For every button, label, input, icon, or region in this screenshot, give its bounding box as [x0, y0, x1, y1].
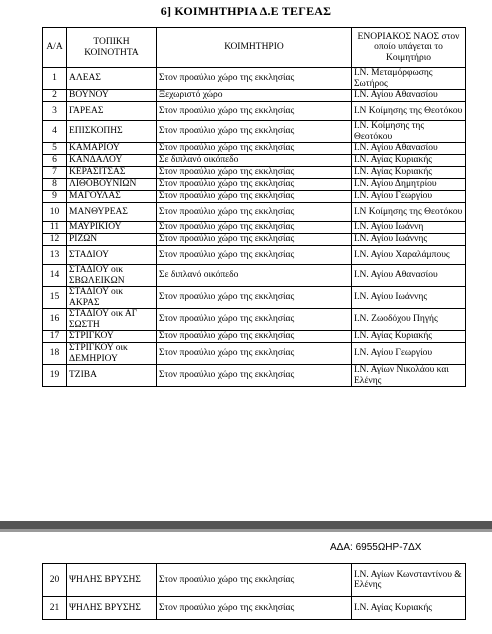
- cemeteries-table-continued: [42, 563, 466, 620]
- row-cemetery: Στον προαύλιο χώρο της εκκλησίας: [157, 246, 352, 265]
- row-church: Ι.Ν. Αγίου Χαραλάμπους: [352, 246, 466, 265]
- header-church: ΕΝΟΡΙΑΚΟΣ ΝΑΟΣ στον οποίο υπάγεται το Κοιμητήριο: [352, 28, 466, 68]
- table-row: [43, 143, 466, 155]
- row-cemetery: Στον προαύλιο χώρο της εκκλησίας: [157, 343, 352, 365]
- row-community: ΨΗΛΗΣ ΒΡΥΣΗΣ: [67, 597, 157, 620]
- row-church: Ι.Ν Κοίμησης της Θεοτόκου: [352, 203, 466, 222]
- row-church: Ι.Ν. Κοίμησης της Θεοτόκου: [352, 121, 466, 143]
- row-church: Ι.Ν. Αγίου Ιωάννη: [352, 222, 466, 234]
- row-church: Ι.Ν. Αγίου Ιωάννης: [352, 287, 466, 309]
- table-row: [43, 365, 466, 387]
- row-community: ΣΤΑΔΙΟΥ: [67, 246, 157, 265]
- table-row: [43, 90, 466, 102]
- row-cemetery: Στον προαύλιο χώρο της εκκλησίας: [157, 191, 352, 203]
- row-community: ΨΗΛΗΣ ΒΡΥΣΗΣ: [67, 564, 157, 597]
- row-community: ΜΑΥΡΙΚΙΟΥ: [67, 222, 157, 234]
- row-community: ΚΑΜΑΡΙΟΥ: [67, 143, 157, 155]
- row-cemetery: Ξεχωριστό χώρο: [157, 90, 352, 102]
- row-community: ΕΠΙΣΚΟΠΗΣ: [67, 121, 157, 143]
- row-cemetery: Στον προαύλιο χώρο της εκκλησίας: [157, 203, 352, 222]
- row-number: 18: [43, 343, 67, 365]
- row-church: Ι.Ν. Αγίου Αθανασίου: [352, 143, 466, 155]
- row-community: ΣΤΡΙΓΚΟΥ οικ ΔΕΜΗΡΙΟΥ: [67, 343, 157, 365]
- row-community: ΒΟΥΝΟΥ: [67, 90, 157, 102]
- table-body: [43, 68, 466, 387]
- row-church: Ι.Ν. Αγίου Γεωργίου: [352, 191, 466, 203]
- table-header-row: [43, 28, 466, 68]
- row-cemetery: Στον προαύλιο χώρο της εκκλησίας: [157, 121, 352, 143]
- table-row: [43, 102, 466, 121]
- table-row: [43, 309, 466, 331]
- row-church: Ι.Ν. Αγίου Ιωάννης: [352, 234, 466, 246]
- row-community: ΣΤΡΙΓΚΟΥ: [67, 331, 157, 343]
- row-community: ΣΤΑΔΙΟΥ οικ ΣΒΩΛΕΙΚΩΝ: [67, 265, 157, 287]
- row-cemetery: Στον προαύλιο χώρο της εκκλησίας: [157, 309, 352, 331]
- table-row: [43, 68, 466, 90]
- table-row: [43, 155, 466, 167]
- row-community: ΜΑΓΟΥΛΑΣ: [67, 191, 157, 203]
- row-church: Ι.Ν. Αγίας Κυριακής: [352, 167, 466, 179]
- row-church: Ι.Ν. Αγίας Κυριακής: [352, 155, 466, 167]
- row-number: 3: [43, 102, 67, 121]
- row-number: 17: [43, 331, 67, 343]
- row-cemetery: Σε διπλανό οικόπεδο: [157, 155, 352, 167]
- row-cemetery: Στον προαύλιο χώρο της εκκλησίας: [157, 143, 352, 155]
- row-cemetery: Στον προαύλιο χώρο της εκκλησίας: [157, 102, 352, 121]
- table-row: [43, 203, 466, 222]
- row-number: 9: [43, 191, 67, 203]
- row-number: 15: [43, 287, 67, 309]
- row-community: ΤΖΙΒΑ: [67, 365, 157, 387]
- row-community: ΚΑΝΔΑΛΟΥ: [67, 155, 157, 167]
- table-row: [43, 597, 466, 620]
- row-number: 7: [43, 167, 67, 179]
- table-row: [43, 121, 466, 143]
- row-number: 20: [43, 564, 67, 597]
- row-cemetery: Στον προαύλιο χώρο της εκκλησίας: [157, 365, 352, 387]
- row-number: 5: [43, 143, 67, 155]
- row-church: Ι.Ν. Αγίου Αθανασίου: [352, 265, 466, 287]
- row-cemetery: Σε διπλανό οικόπεδο: [157, 265, 352, 287]
- row-number: 1: [43, 68, 67, 90]
- row-number: 16: [43, 309, 67, 331]
- row-cemetery: Στον προαύλιο χώρο της εκκλησίας: [157, 179, 352, 191]
- row-number: 4: [43, 121, 67, 143]
- row-church: Ι.Ν. Αγίας Κυριακής: [352, 331, 466, 343]
- row-cemetery: Στον προαύλιο χώρο της εκκλησίας: [157, 564, 352, 597]
- row-number: 21: [43, 597, 67, 620]
- row-community: ΚΕΡΑΣΙΤΣΑΣ: [67, 167, 157, 179]
- row-community: ΑΛΕΑΣ: [67, 68, 157, 90]
- table-row: [43, 287, 466, 309]
- table-row: [43, 222, 466, 234]
- table-row: [43, 234, 466, 246]
- row-number: 10: [43, 203, 67, 222]
- row-cemetery: Στον προαύλιο χώρο της εκκλησίας: [157, 68, 352, 90]
- row-number: 8: [43, 179, 67, 191]
- row-church: Ι.Ν. Αγίου Δημητρίου: [352, 179, 466, 191]
- row-cemetery: Στον προαύλιο χώρο της εκκλησίας: [157, 222, 352, 234]
- table-row: [43, 564, 466, 597]
- row-church: Ι.Ν. Αγίας Κυριακής: [352, 597, 466, 620]
- header-community: ΤΟΠΙΚΗ ΚΟΙΝΟΤΗΤΑ: [67, 28, 157, 68]
- row-cemetery: Στον προαύλιο χώρο της εκκλησίας: [157, 287, 352, 309]
- row-church: Ι.Ν. Μεταμόρφωσης Σωτήρος: [352, 68, 466, 90]
- table-row: [43, 191, 466, 203]
- row-community: ΣΤΑΔΙΟΥ οικ ΑΚΡΑΣ: [67, 287, 157, 309]
- page-title: 6] ΚΟΙΜΗΤΗΡΙΑ Δ.Ε ΤΕΓΕΑΣ: [160, 4, 332, 18]
- table-body-continued: [43, 564, 466, 620]
- table-row: [43, 246, 466, 265]
- row-church: Ι.Ν Κοίμησης της Θεοτόκου: [352, 102, 466, 121]
- ada-code: ΑΔΑ: 6955ΩΗΡ-7ΔΧ: [330, 542, 422, 553]
- row-number: 12: [43, 234, 67, 246]
- header-num: Α/Α: [43, 28, 67, 68]
- row-church: Ι.Ν. Αγίου Αθανασίου: [352, 90, 466, 102]
- row-number: 19: [43, 365, 67, 387]
- table-row: [43, 179, 466, 191]
- row-community: ΜΑΝΘΥΡΕΑΣ: [67, 203, 157, 222]
- table-row: [43, 167, 466, 179]
- row-church: Ι.Ν. Ζωοδόχου Πηγής: [352, 309, 466, 331]
- row-number: 6: [43, 155, 67, 167]
- row-number: 2: [43, 90, 67, 102]
- row-number: 11: [43, 222, 67, 234]
- page-break-edge: [0, 529, 492, 532]
- row-community: ΓΑΡΕΑΣ: [67, 102, 157, 121]
- table-row: [43, 265, 466, 287]
- row-church: Ι.Ν. Αγίων Νικολάου και Ελένης: [352, 365, 466, 387]
- row-cemetery: Στον προαύλιο χώρο της εκκλησίας: [157, 331, 352, 343]
- row-cemetery: Στον προαύλιο χώρο της εκκλησίας: [157, 234, 352, 246]
- header-cemetery: ΚΟΙΜΗΤΗΡΙΟ: [157, 28, 352, 68]
- row-community: ΣΤΑΔΙΟΥ οικ ΑΓ ΣΩΣΤΗ: [67, 309, 157, 331]
- row-number: 13: [43, 246, 67, 265]
- table-row: [43, 343, 466, 365]
- row-cemetery: Στον προαύλιο χώρο της εκκλησίας: [157, 167, 352, 179]
- row-cemetery: Στον προαύλιο χώρο της εκκλησίας: [157, 597, 352, 620]
- row-church: Ι.Ν. Αγίων Κωνσταντίνου & Ελένης: [352, 564, 466, 597]
- cemeteries-table: [42, 27, 466, 387]
- row-community: ΡΙΖΩΝ: [67, 234, 157, 246]
- row-community: ΛΙΘΟΒΟΥΝΙΩΝ: [67, 179, 157, 191]
- row-church: Ι.Ν. Αγίου Γεωργίου: [352, 343, 466, 365]
- row-number: 14: [43, 265, 67, 287]
- table-row: [43, 331, 466, 343]
